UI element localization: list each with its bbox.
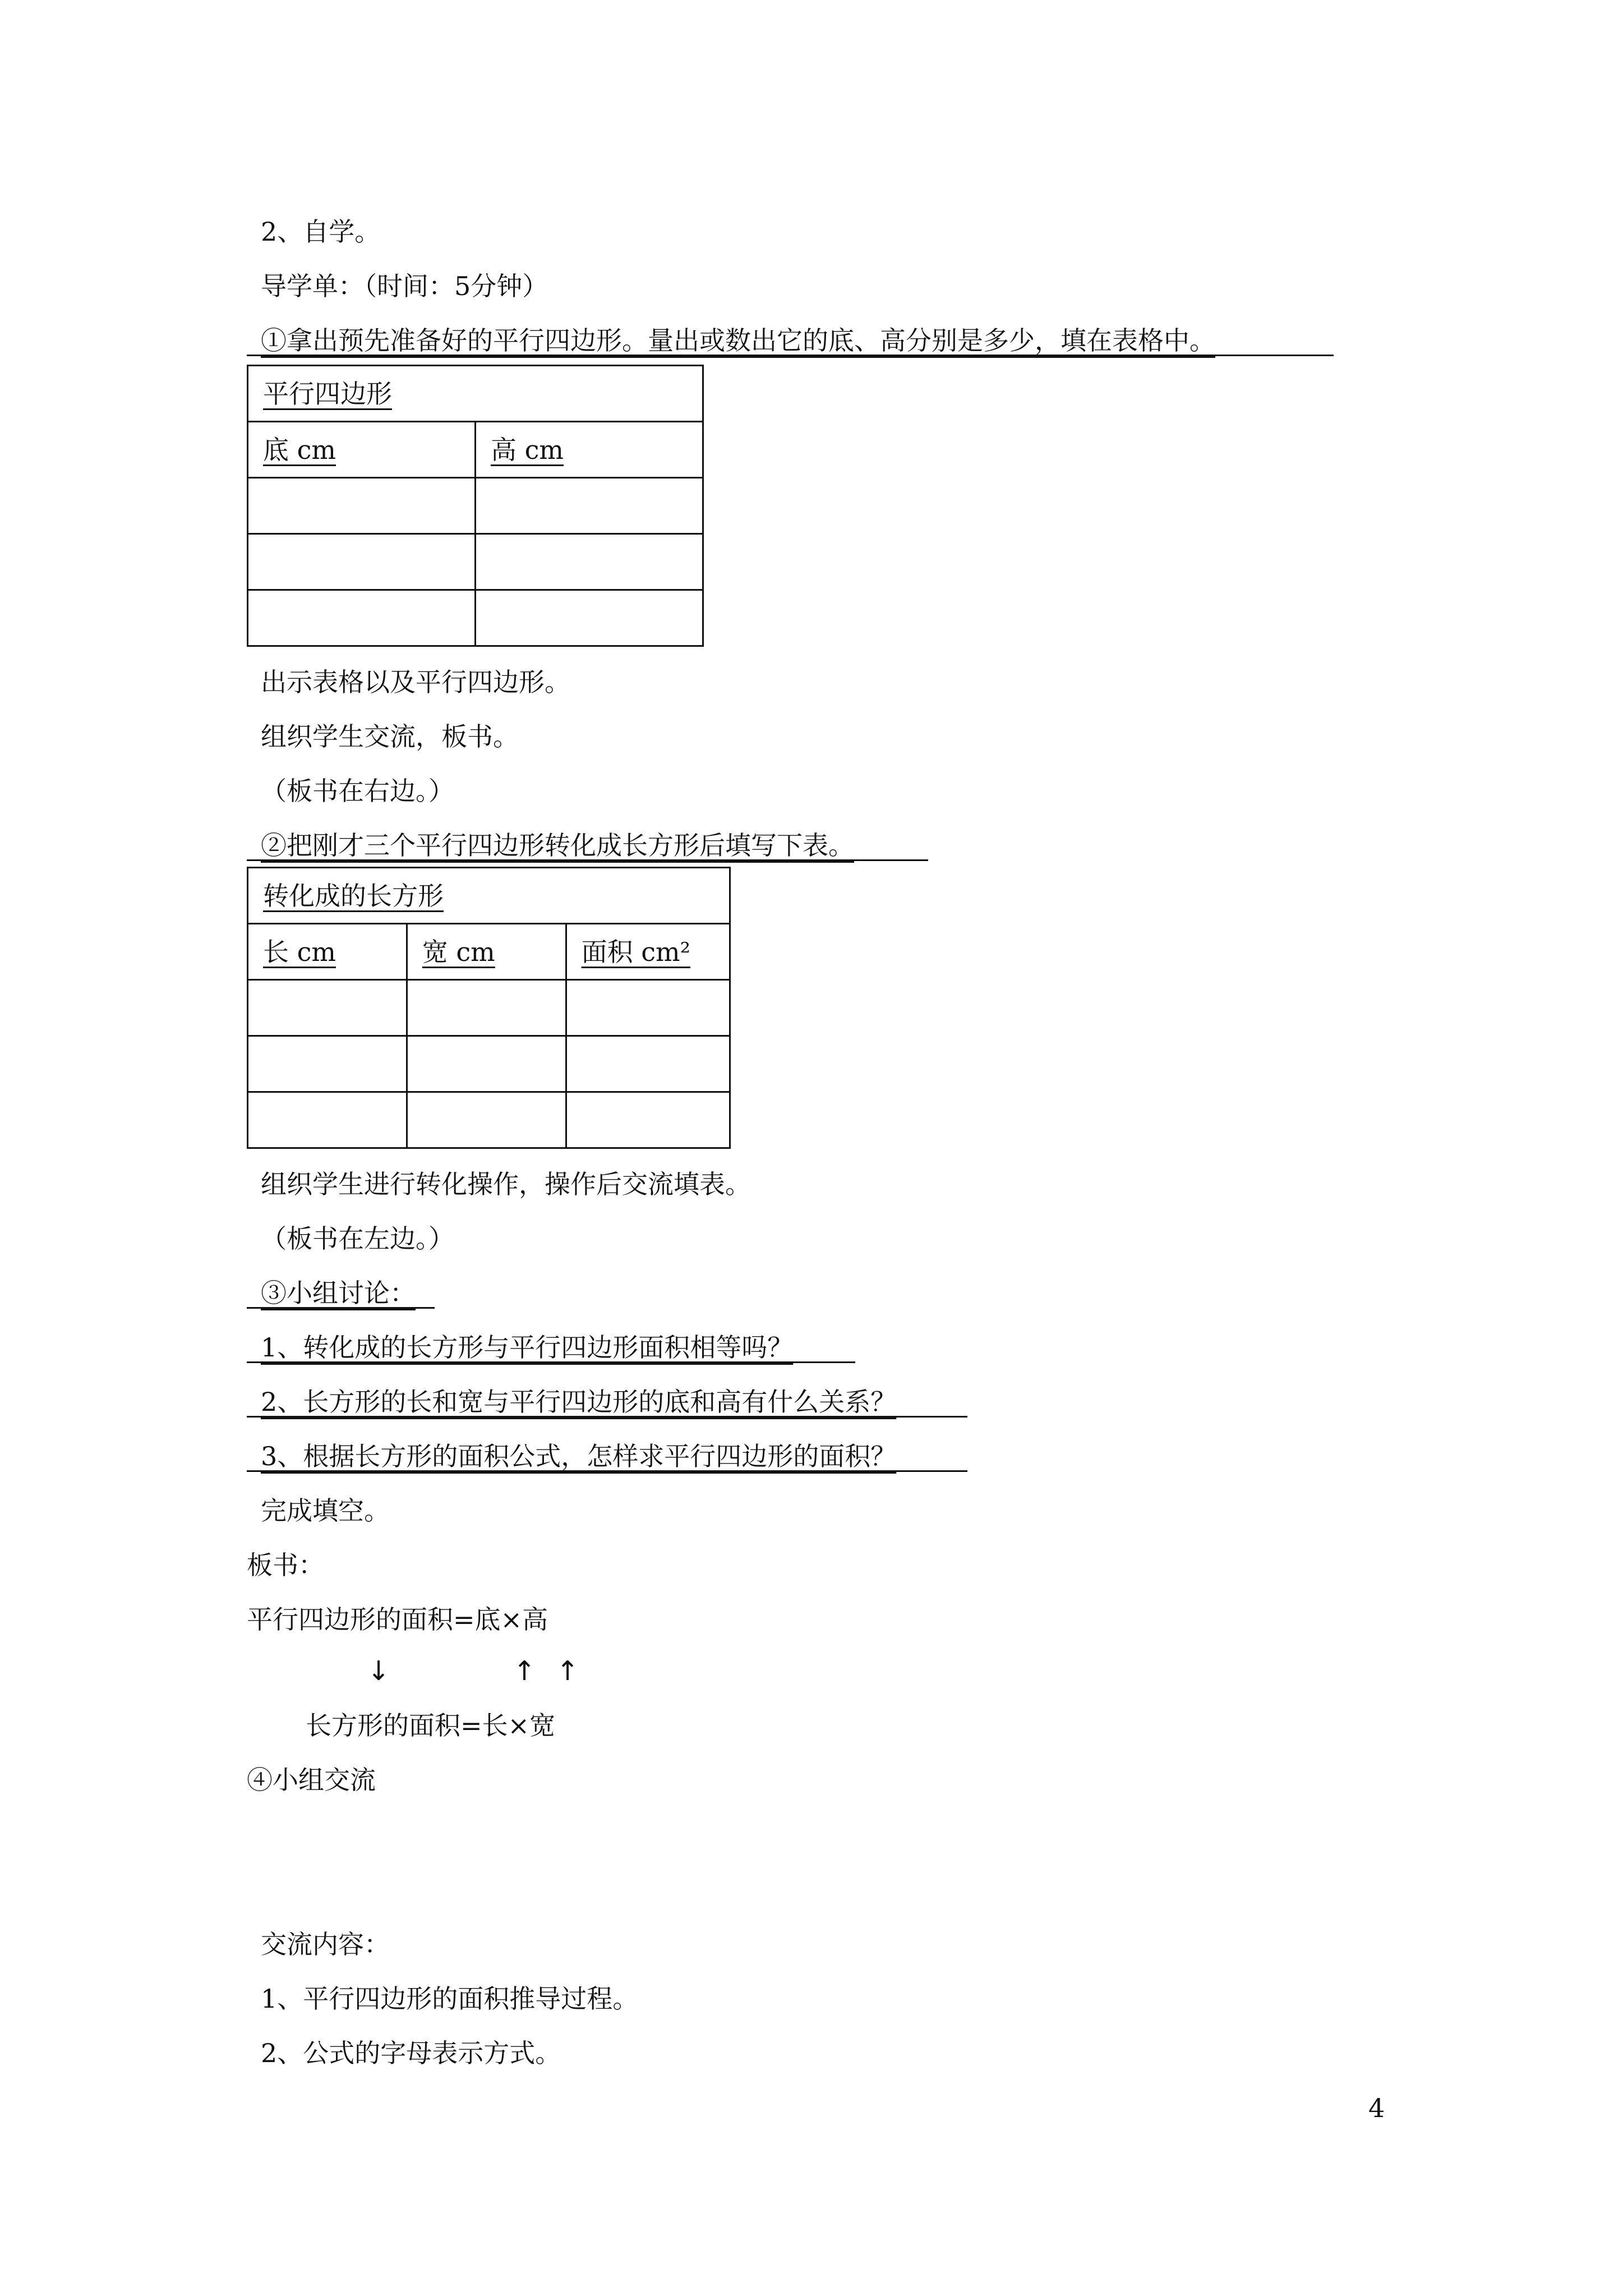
table-row	[248, 1036, 730, 1092]
exchange-label: 交流内容：	[261, 1929, 390, 1959]
task-3-underline	[247, 1307, 435, 1309]
page-number: 4	[1368, 2093, 1385, 2123]
exchange-item-2: 2、公式的字母表示方式。	[261, 2038, 561, 2068]
arrow-up-icon: ↑	[513, 1655, 536, 1687]
table-row	[248, 534, 703, 590]
task-2: ②把刚才三个平行四边形转化成长方形后填写下表。	[261, 830, 854, 861]
table-cell[interactable]	[476, 534, 703, 590]
fill-blank: 完成填空。	[261, 1496, 390, 1526]
table-cell[interactable]	[248, 980, 407, 1036]
arrow-down-icon: ↓	[367, 1655, 390, 1687]
table-parallelogram	[247, 365, 704, 647]
table-cell[interactable]	[476, 478, 703, 534]
table-row	[248, 590, 703, 646]
formula-parallelogram: 平行四边形的面积=底×高	[247, 1604, 548, 1635]
column-header-height: 高 cm	[476, 422, 703, 478]
task-4: ④小组交流	[247, 1765, 376, 1795]
note-transform: 组织学生进行转化操作，操作后交流填表。	[261, 1169, 751, 1199]
task-1: ①拿出预先准备好的平行四边形。量出或数出它的底、高分别是多少，填在表格中。	[261, 325, 1215, 356]
question-2-underline	[247, 1416, 967, 1418]
task-2-underline	[247, 859, 928, 861]
question-1-underline	[247, 1361, 855, 1363]
table-row	[248, 1092, 730, 1148]
question-2: 2、长方形的长和宽与平行四边形的底和高有什么关系？	[261, 1387, 897, 1417]
column-header-area: 面积 cm²	[566, 924, 730, 980]
table-cell[interactable]	[566, 1036, 730, 1092]
question-3: 3、根据长方形的面积公式，怎样求平行四边形的面积？	[261, 1441, 897, 1471]
table-cell[interactable]	[566, 980, 730, 1036]
guide-line: 导学单：（时间：5分钟）	[261, 271, 548, 301]
table-cell[interactable]	[248, 1036, 407, 1092]
table-cell[interactable]	[248, 478, 476, 534]
table-cell[interactable]	[248, 590, 476, 646]
board-label: 板书：	[247, 1550, 324, 1580]
arrow-up-icon: ↑	[556, 1655, 579, 1687]
table-title: 转化成的长方形	[248, 868, 730, 924]
table-cell[interactable]	[476, 590, 703, 646]
table-cell[interactable]	[407, 1036, 566, 1092]
note-organize: 组织学生交流，板书。	[261, 721, 519, 752]
column-header-base: 底 cm	[248, 422, 476, 478]
question-1: 1、转化成的长方形与平行四边形面积相等吗？	[261, 1332, 794, 1363]
table-cell[interactable]	[407, 1092, 566, 1148]
exchange-item-1: 1、平行四边形的面积推导过程。	[261, 1984, 639, 2014]
table-cell[interactable]	[248, 1092, 407, 1148]
column-header-width: 宽 cm	[407, 924, 566, 980]
note-board-right: （板书在右边。）	[261, 776, 454, 806]
note-show-table: 出示表格以及平行四边形。	[261, 667, 570, 697]
table-rectangle	[247, 867, 731, 1149]
table-row	[248, 980, 730, 1036]
table-cell[interactable]	[407, 980, 566, 1036]
task-3: ③小组讨论：	[261, 1278, 416, 1308]
section-title: 2、自学。	[261, 217, 381, 247]
column-header-length: 长 cm	[248, 924, 407, 980]
table-cell[interactable]	[248, 534, 476, 590]
table-title: 平行四边形	[248, 366, 703, 422]
table-cell[interactable]	[566, 1092, 730, 1148]
task-1-underline	[247, 355, 1334, 356]
formula-rectangle: 长方形的面积=长×宽	[306, 1710, 556, 1741]
table-row	[248, 478, 703, 534]
note-board-left: （板书在左边。）	[261, 1223, 454, 1254]
question-3-underline	[247, 1470, 967, 1472]
